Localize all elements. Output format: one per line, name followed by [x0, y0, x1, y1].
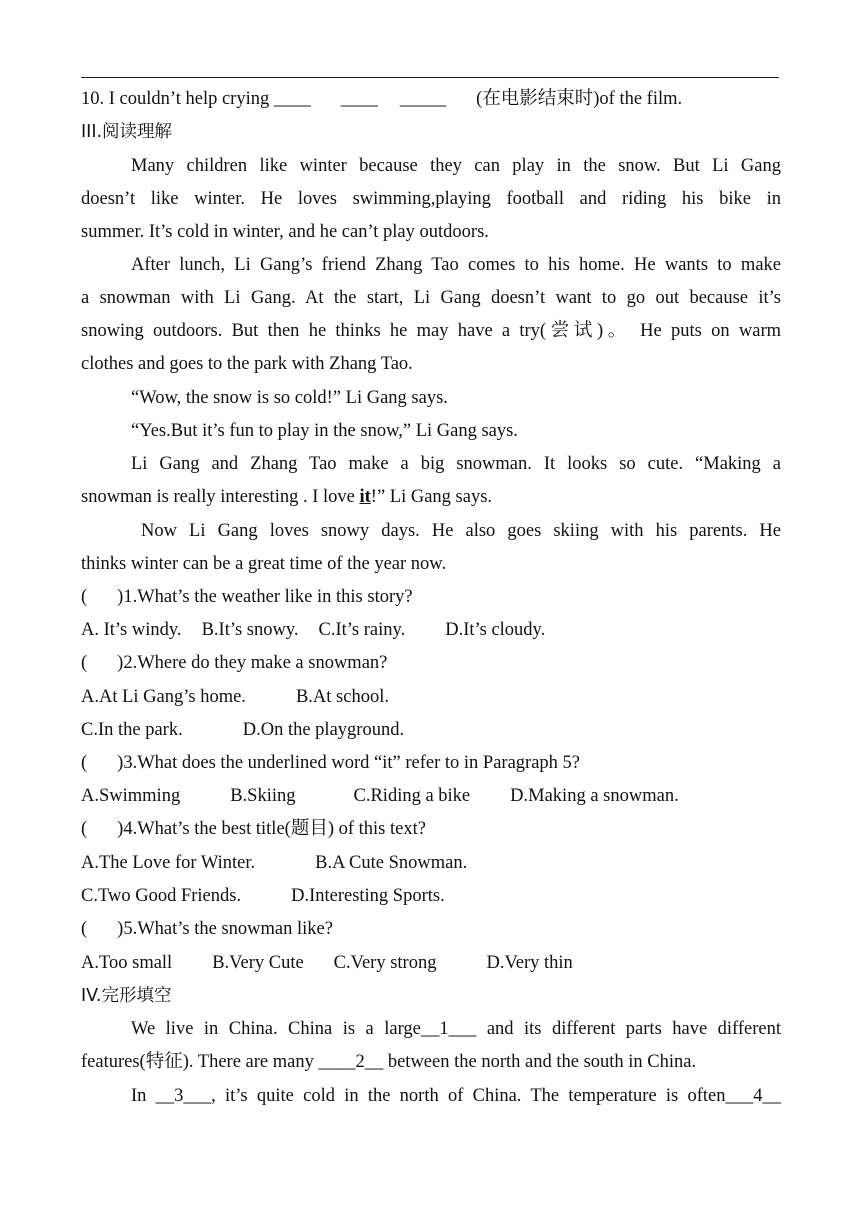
q10-blank-1: ____ [273, 89, 311, 109]
question-3 [81, 752, 781, 774]
question-4-options-cd [81, 885, 781, 907]
passage-line: a snowman with Li Gang. At the start, Li Gang doesn’t want to go out because it’s [81, 288, 781, 308]
question-2-options-cd [81, 719, 781, 741]
question-stem: )2.Where do they make a snowman? [117, 653, 388, 673]
option-a: A.Swimming [81, 786, 181, 806]
question-2 [81, 652, 781, 674]
option-d: D.Interesting Sports. [291, 886, 445, 906]
q10-blank-3: _____ [399, 89, 447, 109]
option-b: B.It’s snowy. [201, 620, 299, 640]
answer-paren: ( [81, 587, 88, 607]
question-1-options [81, 619, 781, 641]
option-d: D.Very thin [486, 953, 573, 973]
top-rule [81, 77, 779, 78]
q10-blank-2: ____ [340, 89, 378, 109]
section-heading-reading: III.阅读理解 [81, 122, 173, 142]
passage-line: “Yes.But it’s fun to play in the snow,” Li Gang says. [131, 421, 518, 441]
passage-line: summer. It’s cold in winter, and he can’t play outdoors. [81, 222, 489, 242]
passage-text: snowman is really interesting . I love [81, 487, 360, 507]
question-4-options-ab [81, 852, 781, 874]
option-a: A. It’s windy. [81, 620, 182, 640]
passage-line: snowing outdoors. But then he thinks he may have a try(尝试)。 He puts on warm [81, 321, 781, 341]
option-b: B.Very Cute [212, 953, 304, 973]
question-4 [81, 818, 781, 840]
cloze-line: In __3___, it’s quite cold in the north of China. The temperature is often___4__ [131, 1086, 781, 1106]
option-b: B.At school. [295, 687, 389, 707]
option-c: C.Riding a bike [353, 786, 471, 806]
answer-paren: ( [81, 653, 88, 673]
underlined-word-it: it [359, 487, 371, 507]
question-5 [81, 918, 781, 940]
passage-line: Now Li Gang loves snowy days. He also goes skiing with his parents. He [141, 521, 781, 541]
passage-line: After lunch, Li Gang’s friend Zhang Tao comes to his home. He wants to make [131, 255, 781, 275]
option-a: A.At Li Gang’s home. [81, 687, 246, 707]
cloze-line: We live in China. China is a large__1___ and its different parts have different [131, 1019, 781, 1039]
option-d: D.Making a snowman. [510, 786, 679, 806]
passage-line: Li Gang and Zhang Tao make a big snowman. It looks so cute. “Making a [131, 454, 781, 474]
question-stem: )1.What’s the weather like in this story? [117, 587, 413, 607]
answer-paren: ( [81, 753, 88, 773]
passage-text: !” Li Gang says. [370, 487, 493, 507]
option-b: B.Skiing [230, 786, 296, 806]
question-3-options [81, 785, 781, 807]
answer-paren: ( [81, 919, 88, 939]
passage-line: Many children like winter because they can play in the snow. But Li Gang [131, 156, 781, 176]
option-b: B.A Cute Snowman. [315, 853, 468, 873]
section-heading-cloze: IV.完形填空 [81, 986, 172, 1006]
option-d: D.It’s cloudy. [445, 620, 546, 640]
passage-line: doesn’t like winter. He loves swimming,playing football and riding his bike in [81, 189, 781, 209]
question-1 [81, 586, 781, 608]
option-c: C.In the park. [81, 720, 183, 740]
question-5-options [81, 952, 781, 974]
option-d: D.On the playground. [242, 720, 405, 740]
question-2-options-ab [81, 686, 781, 708]
passage-line [81, 486, 781, 508]
cloze-line: features(特征). There are many ____2__ between the north and the south in China. [81, 1052, 697, 1072]
passage-line: clothes and goes to the park with Zhang Tao. [81, 354, 413, 374]
option-c: C.Very strong [333, 953, 437, 973]
question-stem: )3.What does the underlined word “it” refer to in Paragraph 5? [117, 753, 581, 773]
passage-line: “Wow, the snow is so cold!” Li Gang says. [131, 388, 448, 408]
question-stem: )5.What’s the snowman like? [117, 919, 333, 939]
question-stem: )4.What’s the best title(题目) of this text? [117, 819, 426, 839]
option-a: A.The Love for Winter. [81, 853, 256, 873]
option-a: A.Too small [81, 953, 173, 973]
option-c: C.It’s rainy. [318, 620, 406, 640]
q10-hint: (在电影结束时)of the film. [476, 89, 683, 109]
answer-paren: ( [81, 819, 88, 839]
option-c: C.Two Good Friends. [81, 886, 242, 906]
passage-line: thinks winter can be a great time of the year now. [81, 554, 447, 574]
q10-text: 10. I couldn’t help crying [81, 89, 274, 109]
question-10 [81, 88, 781, 110]
